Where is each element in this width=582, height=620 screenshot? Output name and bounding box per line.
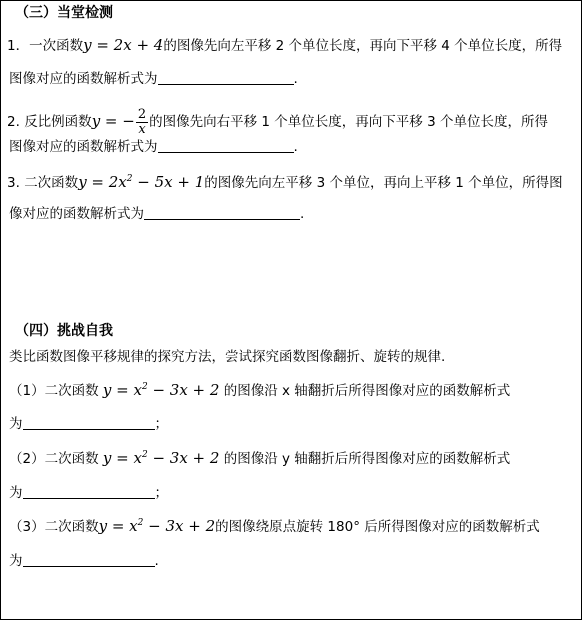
expr-part: y = 2x: [78, 173, 127, 191]
item-text: 的图像沿 y 轴翻折后所得图像对应的函数解析式: [219, 451, 511, 467]
expr-part: y = x: [102, 381, 142, 399]
question-number: 3.: [7, 175, 20, 191]
question-text: 图像对应的函数解析式为: [9, 71, 158, 87]
fraction-numerator: 2: [137, 106, 147, 122]
exponent: 2: [141, 382, 148, 392]
section-four-heading: （四）挑战自我: [15, 323, 113, 339]
punctuation: ；: [154, 485, 168, 501]
item-text: 为: [9, 553, 23, 569]
item-text: 的图像沿 x 轴翻折后所得图像对应的函数解析式: [219, 383, 511, 399]
question-number: 1．: [7, 38, 30, 54]
challenge-3-line-2: [9, 551, 581, 571]
punctuation: .: [293, 71, 298, 87]
item-text: 二次函数: [44, 383, 99, 399]
item-text: 的图像绕原点旋转 180° 后所得图像对应的函数解析式: [215, 519, 540, 535]
question-3-line-1: [7, 172, 581, 193]
question-text: 的图像先向右平移 1 个单位长度，再向下平移 3 个单位长度，所得: [149, 114, 548, 130]
math-expression: [103, 449, 220, 467]
math-expression: [103, 381, 220, 399]
answer-blank[interactable]: [23, 416, 155, 430]
expr-part: y = x: [98, 517, 138, 535]
question-3-line-2: [9, 204, 581, 224]
question-text: 一次函数: [29, 38, 84, 54]
fraction: [136, 108, 148, 137]
question-number: 2.: [7, 114, 20, 130]
item-text: 二次函数: [44, 519, 99, 535]
item-number: （2）: [9, 451, 45, 467]
punctuation: .: [293, 139, 298, 155]
math-expression: y = 2x + 4: [83, 36, 164, 54]
exponent: 2: [126, 174, 133, 184]
question-text: 二次函数: [24, 175, 79, 191]
punctuation: .: [154, 553, 159, 569]
answer-blank[interactable]: [158, 71, 294, 85]
question-2-line-2: [9, 137, 581, 157]
answer-blank[interactable]: [23, 485, 155, 499]
challenge-2-line-2: [9, 483, 581, 503]
section-four-intro: 类比函数图像平移规律的探究方法，尝试探究函数图像翻折、旋转的规律.: [9, 349, 446, 365]
fraction-denominator: x: [138, 121, 146, 137]
challenge-1-line-1: [9, 380, 581, 401]
question-text: 的图像先向左平移 3 个单位，再向上平移 1 个单位，所得图: [204, 175, 563, 191]
item-text: 二次函数: [44, 451, 99, 467]
math-expression: [99, 517, 216, 535]
challenge-2-line-1: [9, 448, 581, 469]
expr-part: − 3x + 2: [143, 517, 216, 535]
punctuation: .: [300, 206, 305, 222]
math-expression: y = −: [91, 112, 135, 130]
expr-part: − 3x + 2: [147, 381, 220, 399]
expr-part: − 5x + 1: [132, 173, 205, 191]
expr-part: y = x: [102, 449, 142, 467]
challenge-1-line-2: [9, 414, 581, 434]
answer-blank[interactable]: [144, 206, 300, 220]
item-text: 为: [9, 416, 23, 432]
math-expression: [78, 173, 204, 191]
question-text: 的图像先向左平移 2 个单位长度，再向下平移 4 个单位长度，所得: [163, 38, 563, 54]
answer-blank[interactable]: [23, 553, 155, 567]
section-three-heading: （三）当堂检测: [15, 5, 113, 21]
question-1-line-1: [7, 35, 581, 56]
punctuation: ；: [154, 416, 168, 432]
answer-blank[interactable]: [158, 139, 294, 153]
question-text: 反比例函数: [24, 114, 92, 130]
exponent: 2: [141, 450, 148, 460]
question-2-line-1: [7, 101, 581, 141]
expr-part: − 3x + 2: [147, 449, 220, 467]
question-1-line-2: [9, 69, 581, 89]
item-text: 为: [9, 485, 23, 501]
item-number: （1）: [9, 383, 45, 399]
question-text: 像对应的函数解析式为: [9, 206, 144, 222]
question-text: 图像对应的函数解析式为: [9, 139, 158, 155]
challenge-3-line-1: [9, 516, 581, 537]
exponent: 2: [137, 518, 144, 528]
item-number: （3）: [9, 519, 45, 535]
